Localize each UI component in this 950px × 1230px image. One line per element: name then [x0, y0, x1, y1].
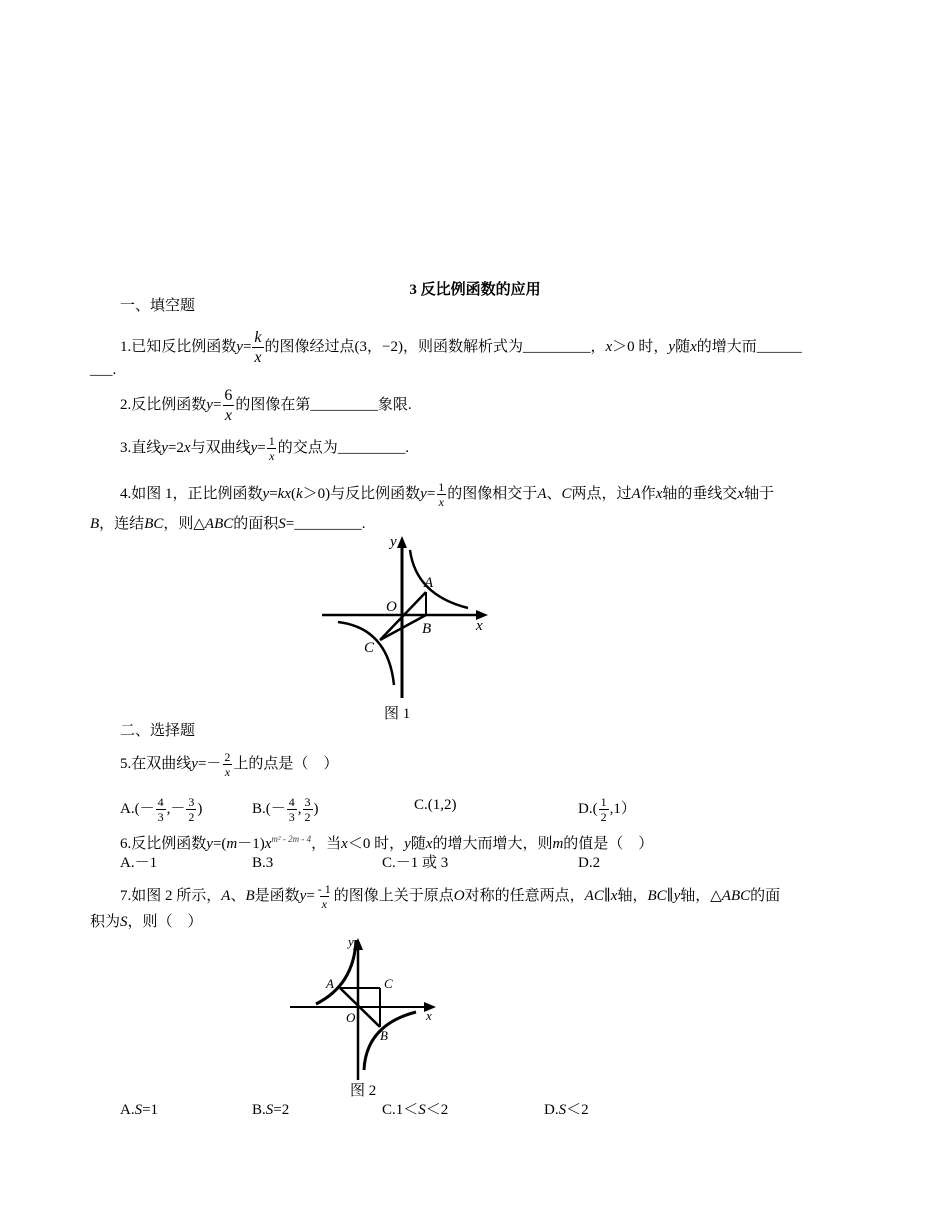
question-4-continuation: B，连结BC，则△ABC的面积S=_________. [90, 516, 366, 532]
label-B: B [422, 621, 432, 637]
fraction-2-over-x: $\frac{2}{x}$ [224, 750, 231, 779]
fraction-1-over-x: $\frac{1}{x}$ [438, 480, 445, 509]
figure-2 [286, 930, 442, 1082]
question-5-option-c: C.(1,2) [414, 797, 457, 813]
figure-1 [318, 530, 498, 702]
fraction-neg1-over-x: $\frac{- 1}{x}$ [317, 882, 331, 911]
label-C: C [364, 640, 375, 656]
question-5-option-a: A.(－ $\frac{4}{3}$ ,－ $\frac{3}{2}$ ) [120, 795, 203, 824]
label-O: O [386, 599, 397, 615]
question-6-option-c: C.－1 或 3 [382, 855, 449, 871]
label-y: y [390, 534, 397, 550]
label-x: x [426, 1008, 432, 1023]
question-7: 7.如图 2 所示，A、B是函数y= $\frac{- 1}{x}$ 的图像上关于原点O对称的任意两点，AC∥x轴，BC∥y轴，△ABC的面 [120, 882, 781, 911]
y-axis-arrow [397, 536, 407, 548]
figure-1-caption: 图 1 [384, 706, 411, 722]
question-5-option-d: D.( $\frac{1}{2}$ ,1） [578, 795, 636, 824]
question-7-option-b: B.S=2 [252, 1102, 290, 1118]
label-A: A [326, 976, 334, 991]
fraction-6-over-x: $\frac{6}{x}$ [224, 387, 233, 424]
label-C: C [384, 976, 393, 991]
question-6-option-b: B.3 [252, 855, 274, 871]
question-1-continuation: ___. [90, 362, 117, 378]
question-7-continuation: 积为S，则（ ） [90, 914, 203, 930]
question-7-option-c: C.1＜S＜2 [382, 1102, 449, 1118]
question-6-option-a: A.－1 [120, 855, 158, 871]
fraction-1-over-x: $\frac{1}{x}$ [268, 434, 275, 463]
page-title: 3 反比例函数的应用 [409, 282, 541, 298]
label-B: B [380, 1028, 388, 1043]
label-O: O [346, 1010, 356, 1025]
question-7-option-a: A.S=1 [120, 1102, 159, 1118]
label-y: y [348, 934, 354, 949]
section-heading-fill: 一、填空题 [120, 298, 196, 314]
exponent: m² - 2m - 4 [271, 834, 312, 844]
section-heading-choice: 二、选择题 [120, 723, 196, 739]
question-3: 3.直线y=2x与双曲线y= $\frac{1}{x}$ 的交点为_________. [120, 434, 409, 463]
fraction-k-over-x: $\frac{k}{x}$ [254, 329, 262, 366]
hyperbola-branch-q2 [316, 940, 356, 1004]
label-A: A [424, 575, 434, 591]
question-7-option-d: D.S＜2 [544, 1102, 589, 1118]
figure-2-caption: 图 2 [350, 1083, 377, 1099]
question-2: 2.反比例函数y= $\frac{6}{x}$ 的图像在第_________象限. [120, 387, 412, 424]
question-5: 5.在双曲线y=－ $\frac{2}{x}$ 上的点是（ ） [120, 750, 339, 779]
label-x: x [476, 618, 483, 634]
question-5-option-b: B.(－ $\frac{4}{3}$ , $\frac{3}{2}$ ) [252, 795, 319, 824]
question-1: 1.已知反比例函数y= $\frac{k}{x}$ 的图像经过点(3，−2)，则函数解析式为_________，x＞0 时，y随x的增大而______ [120, 329, 802, 366]
question-6: 6.反比例函数$y=(m-1)x^{m^2 - 2m - 4}$，当x＜0 时，y随x的增大而增大，则m的值是（ ） [120, 834, 654, 852]
question-4: 4.如图 1，正比例函数y=kx(k＞0)与反比例函数y= $\frac{1}{x}$ 的图像相交于A、C两点，过A作x轴的垂线交x轴于 [120, 480, 775, 509]
question-6-option-d: D.2 [578, 855, 601, 871]
